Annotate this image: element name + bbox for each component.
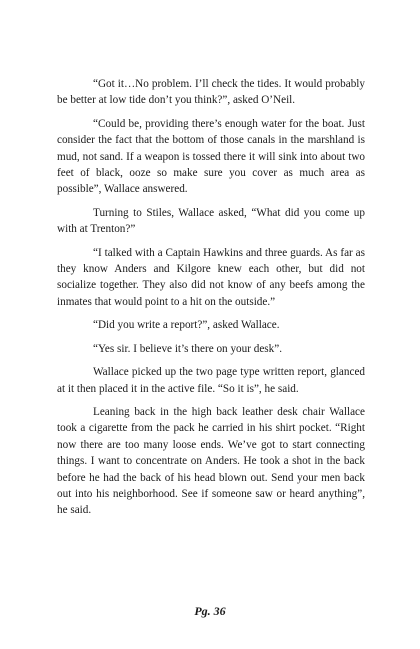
paragraph: “I talked with a Captain Hawkins and three guards. As far as they know Anders and Kilgore knew each other, but did not socialize together. They also did not know of any beefs among the inmates that would point to a hit on the outside.” xyxy=(57,246,365,308)
page-number: Pg. 36 xyxy=(194,604,226,618)
paragraph: Turning to Stiles, Wallace asked, “What did you come up with at Trenton?” xyxy=(57,206,365,236)
body-text xyxy=(57,76,365,526)
paragraph: “Could be, providing there’s enough water for the boat. Just consider the fact that the bottom of those canals in the marshland is mud, not sand. If a weapon is tossed there it will sink into about two feet of black, ooze so make sure you cover as much area as possible”, Wallace answered. xyxy=(57,117,365,196)
paragraph: Wallace picked up the two page type written report, glanced at it then placed it in the active file. “So it is”, he said. xyxy=(57,366,365,395)
paragraph: “Yes sir. I believe it’s there on your desk”. xyxy=(93,342,283,355)
paragraph: “Got it…No problem. I’ll check the tides. It would probably be better at low tide don’t you think?”, asked O’Neil. xyxy=(57,78,365,107)
paragraph: Leaning back in the high back leather desk chair Wallace took a cigarette from the pack he carried in his shirt pocket. “Right now there are too many loose ends. We’ve got to start connecting things. I want to concentrate on Anders. He took a shot in the back before he had the back of his head blown out. Send your men back out into his neighborhood. See if someone saw or heard anything”, he said. xyxy=(57,405,365,517)
paragraph: “Did you write a report?”, asked Wallace. xyxy=(93,319,280,332)
